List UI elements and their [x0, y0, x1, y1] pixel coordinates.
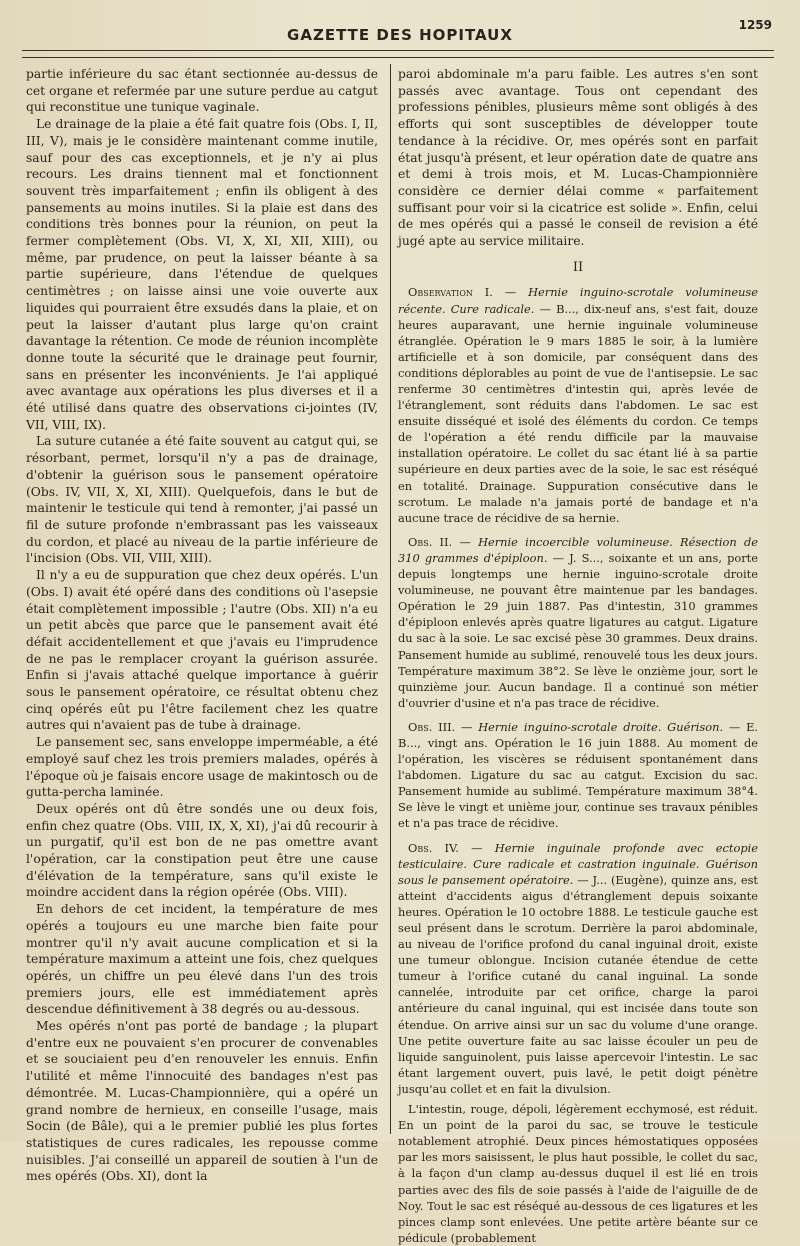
paragraph: Le drainage de la plaie a été fait quatre fois (Obs. I, II, III, V), mais je le considère maintenant comme inutile, sauf pour des cas exceptionnels, et je n'y ai plus recours. Les drains tiennent mal et fonctionnent souvent très imparfaitement ; enfin ils obligent à des pansements au moins inutiles. Si la plaie est dans des conditions très bonnes pour la réunion, on peut la fermer complètement (Obs. VI, X, XI, XII, XIII), ou même, par prudence, on peut la laisser béante à sa partie supérieure, dans l'étendue de quelques centimètres ; on laisse ainsi une voie ouverte aux liquides qui pourraient être exsudés dans la plaie, et on peut la laisser d'autant plus large qu'on craint davantage la rétention. Ce mode de réunion incomplète donne toute la sécurité que le drainage peut fournir, sans en présenter les inconvénients. Je l'ai appliqué avec avantage aux opérations les plus diverses et il a été utilisé dans quatre des observations ci-jointes (IV, VII, VIII, IX). — [26, 117, 378, 432]
observation-label: Obs. III. — [408, 719, 456, 734]
page-header — [20, 18, 780, 48]
paragraph: paroi abdominale m'a paru faible. Les autres s'en sont passés avec avantage. Tous ont cependant des professions pénibles, plusieurs même sont obligés à des efforts qui sont susceptibles de développer toute tendance à la récidive. Or, mes opérés sont en parfait état jusqu'à présent, et leur opération date de quatre ans et demi à trois mois, et M. Lucas-Championnière considère ce dernier délai comme « parfaitement suffisant pour voir si la cicatrice est solide ». Enfin, celui de mes opérés qui a passé le conseil de revision a été jugé apte au service militaire. — [398, 67, 758, 249]
observation-text: — J... (Eugène), quinze ans, est atteint d'accidents aigus d'étranglement depuis soixante heures. Opération le 10 octobre 1888. Le testicule gauche est seul présent dans le scrotum. Derrière la paroi abdominale, au niveau de l'orifice profond du canal inguinal droit, existe une tumeur oblongue. Incision cutanée étendue de cette tumeur à l'orifice cutané du canal inguinal. La sonde cannelée, introduite par cet orifice, charge la paroi antérieure du canal inguinal, qui est incisée dans toute son étendue. On arrive ainsi sur un sac du volume d'une orange. Une petite ouverture faite au sac laisse écouler un peu de liquide sanguinolent, puis laisse apercevoir l'intestin. Le sac étant largement ouvert, puis lavé, le petit doigt pénètre jusqu'au collet et en fait la divulsion. — [398, 872, 758, 1096]
observation-text: — E. B..., vingt ans. Opération le 16 juin 1888. Au moment de l'opération, les viscères se réduisent spontanément dans l'abdomen. Ligature du sac au catgut. Excision du sac. Pansement humide au sublimé. Température maximum 38°4. Se lève le vingt et unième jour, continue ses travaux pénibles et n'a pas trace de récidive. — [398, 719, 759, 831]
observation-entry — [398, 719, 758, 832]
observation-label: Observation I. — [408, 285, 493, 300]
journal-title: GAZETTE DES HOPITAUX — [287, 26, 513, 44]
paragraph: En dehors de cet incident, la température de mes opérés a toujours eu une marche bien faite pour montrer qu'il n'y avait aucune complication et si la température maximum a atteint une fois, chez quelques opérés, un chiffre un peu élevé dans l'un des trois premiers jours, elle est immédiatement après descendue définitivement à 38 degrés ou au-dessous. — [26, 902, 378, 1017]
observation-label: Obs. II. — [408, 534, 453, 549]
observation-text: — B..., dix-neuf ans, s'est fait, douze heures auparavant, une hernie inguinale volumineuse étranglée. Opération le 9 mars 1885 le soir, à la lumière artificielle et à son domicile, par conséquent dans des conditions déplorables au point de vue de l'antisepsie. Le sac renferme 30 centimètres d'intestin qui, après levée de l'étranglement, sont réduits dans l'abdomen. Le sac est ensuite disséqué et isolé des éléments du cordon. Ce temps de l'opération a été rendu difficile par la mauvaise installation opératoire. Le collet du sac étant lié à sa partie supérieure en deux parties avec de la soie, le sac est réséqué en totalité. Drainage. Suppuration consécutive dans le scrotum. Le malade n'a jamais porté de bandage et n'a aucune trace de récidive de sa hernie. — [398, 301, 759, 525]
paragraph: partie inférieure du sac étant sectionnée au-dessus de cet organe et refermée par une suture perdue au catgut qui reconstitue une tunique vaginale. — [26, 67, 378, 115]
paragraph: Deux opérés ont dû être sondés une ou deux fois, enfin chez quatre (Obs. VIII, IX, X, XI), j'ai dû recourir à un purgatif, qu'il est bon de ne pas omettre avant l'opération, car la constipation peut être une cause d'élévation de la température, sans qu'il existe le moindre accident dans la région opérée (Obs. VIII). — [26, 801, 378, 900]
paragraph: Mes opérés n'ont pas porté de bandage ; la plupart d'entre eux ne pouvaient s'en procurer de convenables et se souciaient peu d'en renouveler les ennuis. Enfin l'utilité et même l'innocuité des bandages n'est pas démontrée. M. Lucas-Championnière, qui a opéré un grand nombre de hernieux, en conseille l'usage, mais Socin (de Bâle), qui a le premier publié les plus fortes statistiques de cures radicales, les repousse comme nuisibles. J'ai conseillé un appareil de soutien à l'un de mes opérés (Obs. XI), dont la — [26, 1019, 378, 1184]
paragraph: L'intestin, rouge, dépoli, légèrement ecchymosé, est réduit. En un point de la paroi du sac, se trouve le testicule notablement atrophié. Deux pinces hémostatiques opposées par les mors saisissent, le plus haut possible, le collet du sac, à la façon d'un clamp au-dessus duquel il est lié en trois parties avec des fils de soie passés à l'aide de l'aiguille de de Noy. Tout le sac est réséqué au-dessous de ces ligatures et les pinces clamp sont enlevées. Une petite artère béante sur ce pédicule (probablement — [398, 1102, 758, 1245]
observation-title: — Hernie incoercible volumineuse. Résection de 310 grammes d'épiploon. — [398, 534, 759, 565]
observation-title: — Hernie inguino-scrotale volumineuse récente. Cure radicale. — [398, 285, 758, 316]
header-rule-bottom — [22, 57, 774, 58]
section-numeral: II — [572, 259, 584, 275]
left-column — [26, 66, 378, 1185]
observation-title: — Hernie inguino-scrotale droite. Guérison. — [461, 719, 724, 734]
paragraph: La suture cutanée a été faite souvent au catgut qui, se résorbant, permet, lorsqu'il n'y a pas de drainage, d'obtenir la guérison sous le pansement opératoire (Obs. IV, VII, X, XI, XIII). Quelquefois, dans le but de maintenir le testicule qui tend à remonter, j'ai passé un fil de suture profonde n'embrassant pas les vaisseaux du cordon, et placé au niveau de la partie inférieure de l'incision (Obs. VII, VIII, XIII). — [26, 434, 378, 566]
right-column — [398, 66, 758, 1246]
observation-entry — [398, 840, 758, 1098]
observation-text: — J. S..., soixante et un ans, porte depuis longtemps une hernie inguino-scrotale droite volumineuse, ne pouvant être maintenue par les bandages. Opération le 29 juin 1887. Pas d'intestin, 310 grammes d'épiploon enlevés après quatre ligatures au catgut. Ligature du sac à la soie. Le sac excisé pèse 30 grammes. Deux drains. Pansement humide au sublimé, renouvelé tous les deux jours. Température maximum 38°2. Se lève le onzième jour, sort le quinzième jour. Aucun bandage. Il a continué son métier d'ouvrier d'usine et n'a pas trace de récidive. — [398, 550, 759, 710]
observation-label: Obs. IV. — [408, 840, 459, 855]
column-divider — [390, 64, 391, 1134]
observation-entry — [398, 284, 758, 525]
header-rule-top — [22, 50, 774, 51]
paragraph: Le pansement sec, sans enveloppe imperméable, a été employé sauf chez les trois premiers malades, opérés à l'époque où je faisais encore usage de makintosch ou de gutta-percha laminée. — [26, 735, 378, 800]
observation-entry — [398, 534, 758, 711]
page-number: 1259 — [738, 18, 772, 32]
observation-title: — Hernie inguinale profonde avec ectopie testiculaire. Cure radicale et castration inguinale. Guérison sous le pansement opératoire. — [398, 840, 758, 887]
paragraph: Il n'y a eu de suppuration que chez deux opérés. L'un (Obs. I) avait été opéré dans des conditions où l'asepsie était complètement impossible ; l'autre (Obs. XII) n'a eu un petit abcès que parce que le pansement avait été défait accidentellement et que j'avais eu l'imprudence de ne pas le remplacer croyant la guérison assurée. Enfin si j'avais attaché quelque importance à guérir sous le pansement opératoire, ce résultat obtenu chez cinq opérés eût pu l'être facilement chez les quatre autres qui n'avaient pas de tube à drainage. — [26, 568, 378, 733]
